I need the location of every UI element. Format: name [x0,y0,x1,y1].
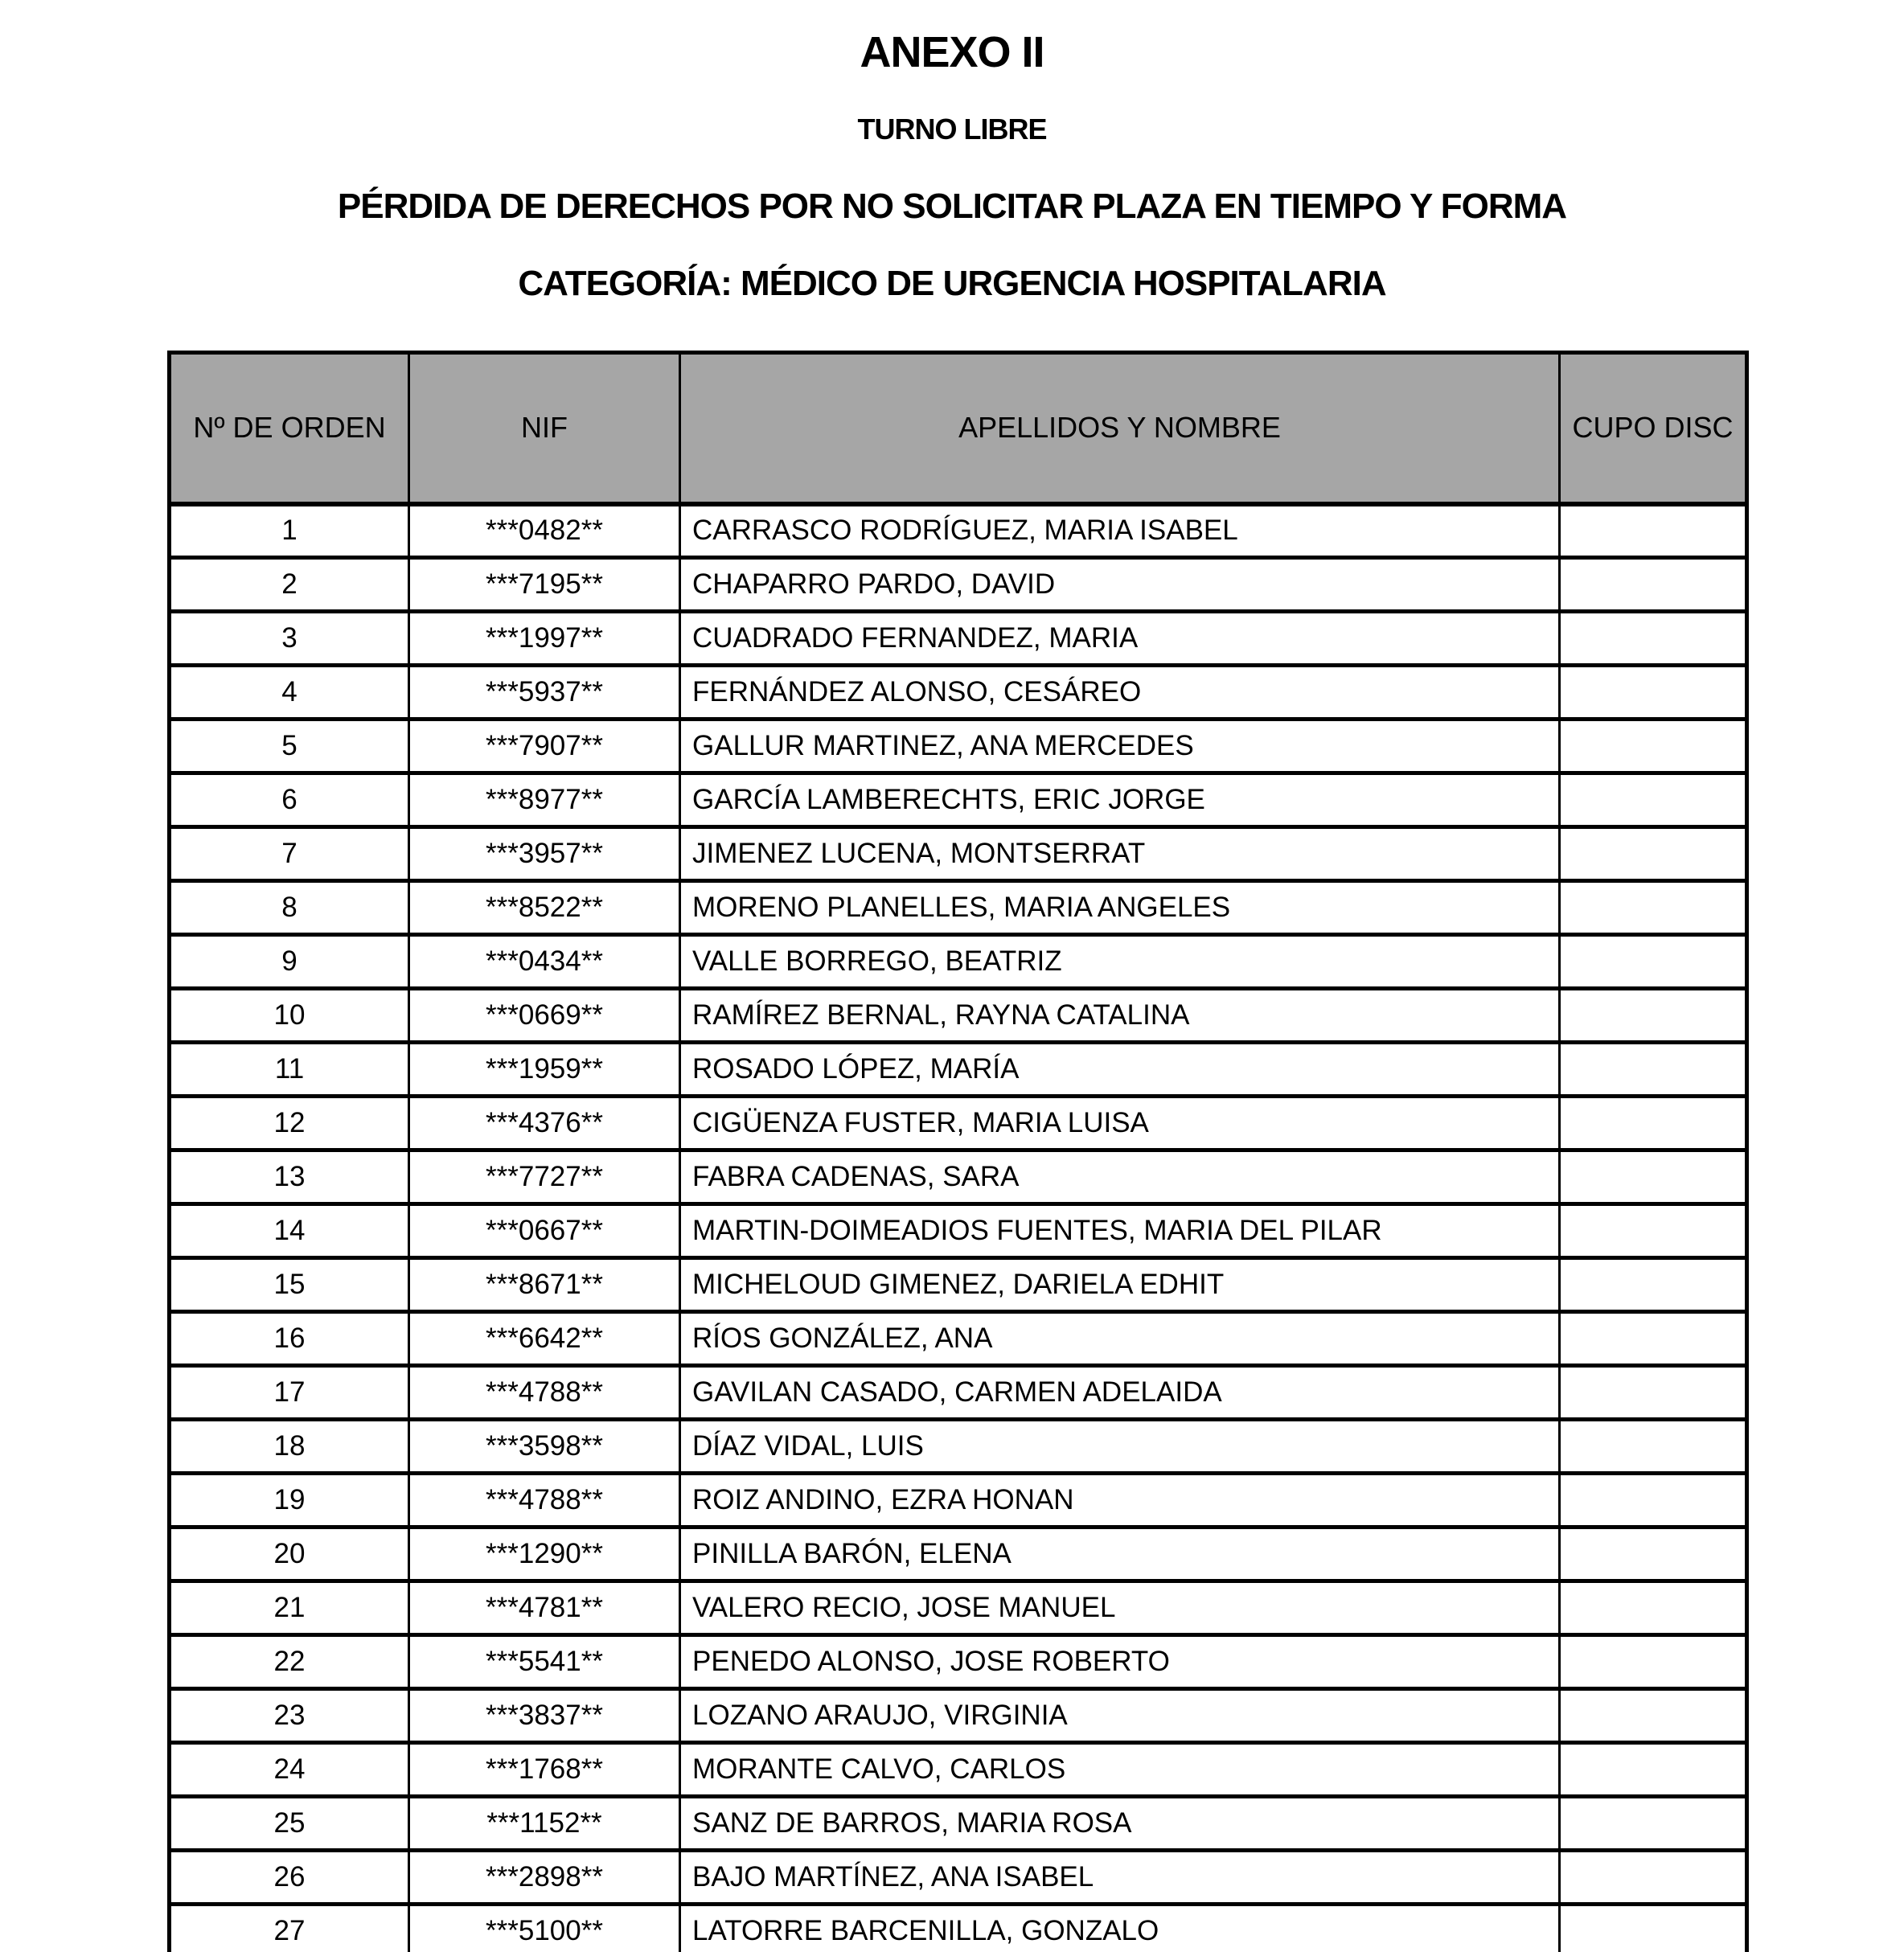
cell-nif: ***1290** [409,1528,680,1581]
cell-cupo [1560,773,1747,827]
cell-nombre: PENEDO ALONSO, JOSE ROBERTO [680,1635,1560,1689]
table-row [170,1689,1747,1743]
cell-nombre: MARTIN-DOIMEADIOS FUENTES, MARIA DEL PILAR [680,1204,1560,1258]
cell-orden: 1 [170,504,409,558]
cell-nombre: FABRA CADENAS, SARA [680,1150,1560,1204]
cell-orden: 22 [170,1635,409,1689]
cell-nombre: VALERO RECIO, JOSE MANUEL [680,1581,1560,1635]
table-row [170,1204,1747,1258]
table-row [170,881,1747,935]
cell-cupo [1560,1204,1747,1258]
cell-orden: 5 [170,720,409,773]
cell-orden: 13 [170,1150,409,1204]
cell-nombre: GAVILAN CASADO, CARMEN ADELAIDA [680,1366,1560,1420]
cell-cupo [1560,1851,1747,1905]
cell-orden: 14 [170,1204,409,1258]
column-header-orden: Nº DE ORDEN [170,353,409,504]
cell-nif: ***8522** [409,881,680,935]
cell-orden: 8 [170,881,409,935]
cell-cupo [1560,1905,1747,1952]
cell-cupo [1560,1258,1747,1312]
cell-nombre: LOZANO ARAUJO, VIRGINIA [680,1689,1560,1743]
cell-nombre: BAJO MARTÍNEZ, ANA ISABEL [680,1851,1560,1905]
document-title: ANEXO II [860,28,1044,76]
cell-orden: 2 [170,558,409,612]
cell-cupo [1560,504,1747,558]
cell-cupo [1560,935,1747,989]
cell-nif: ***7195** [409,558,680,612]
document-titles [0,0,1904,304]
cell-orden: 21 [170,1581,409,1635]
cell-nombre: ROSADO LÓPEZ, MARÍA [680,1043,1560,1097]
cell-cupo [1560,1581,1747,1635]
cell-cupo [1560,1689,1747,1743]
cell-nombre: RÍOS GONZÁLEZ, ANA [680,1312,1560,1366]
cell-nif: ***2898** [409,1851,680,1905]
cell-nombre: CARRASCO RODRÍGUEZ, MARIA ISABEL [680,504,1560,558]
cell-cupo [1560,1797,1747,1851]
cell-nombre: ROIZ ANDINO, EZRA HONAN [680,1474,1560,1528]
cell-orden: 26 [170,1851,409,1905]
table-row [170,1258,1747,1312]
cell-cupo [1560,1635,1747,1689]
cell-orden: 12 [170,1097,409,1150]
cell-orden: 20 [170,1528,409,1581]
cell-nif: ***3837** [409,1689,680,1743]
cell-cupo [1560,1528,1747,1581]
cell-orden: 11 [170,1043,409,1097]
cell-nif: ***7907** [409,720,680,773]
cell-nif: ***4788** [409,1474,680,1528]
table-row [170,1851,1747,1905]
cell-cupo [1560,1312,1747,1366]
cell-orden: 4 [170,666,409,720]
cell-cupo [1560,1097,1747,1150]
cell-nif: ***0669** [409,989,680,1043]
cell-orden: 18 [170,1420,409,1474]
table-row [170,1312,1747,1366]
cell-orden: 27 [170,1905,409,1952]
cell-cupo [1560,1743,1747,1797]
table-row [170,666,1747,720]
document-heading-line: PÉRDIDA DE DERECHOS POR NO SOLICITAR PLAZA EN TIEMPO Y FORMA [337,187,1567,226]
cell-nif: ***1152** [409,1797,680,1851]
cell-nif: ***5541** [409,1635,680,1689]
table-row [170,773,1747,827]
cell-nombre: MICHELOUD GIMENEZ, DARIELA EDHIT [680,1258,1560,1312]
column-header-nif: NIF [409,353,680,504]
cell-nif: ***5937** [409,666,680,720]
cell-cupo [1560,1474,1747,1528]
cell-nif: ***8671** [409,1258,680,1312]
cell-orden: 24 [170,1743,409,1797]
cell-cupo [1560,827,1747,881]
cell-orden: 23 [170,1689,409,1743]
table-row [170,989,1747,1043]
cell-nif: ***4788** [409,1366,680,1420]
table-row [170,935,1747,989]
cell-nombre: PINILLA BARÓN, ELENA [680,1528,1560,1581]
cell-nif: ***4376** [409,1097,680,1150]
table-row [170,558,1747,612]
cell-nombre: SANZ DE BARROS, MARIA ROSA [680,1797,1560,1851]
cell-nif: ***8977** [409,773,680,827]
cell-orden: 19 [170,1474,409,1528]
cell-nif: ***6642** [409,1312,680,1366]
cell-nif: ***4781** [409,1581,680,1635]
column-header-cupo: CUPO DISC [1560,353,1747,504]
cell-nombre: GALLUR MARTINEZ, ANA MERCEDES [680,720,1560,773]
cell-nombre: JIMENEZ LUCENA, MONTSERRAT [680,827,1560,881]
cell-orden: 25 [170,1797,409,1851]
cell-nombre: LATORRE BARCENILLA, GONZALO [680,1905,1560,1952]
table-row [170,612,1747,666]
table-row [170,1743,1747,1797]
cell-cupo [1560,1043,1747,1097]
cell-nif: ***3957** [409,827,680,881]
cell-nombre: CUADRADO FERNANDEZ, MARIA [680,612,1560,666]
table-row [170,504,1747,558]
cell-orden: 3 [170,612,409,666]
cell-nif: ***3598** [409,1420,680,1474]
cell-orden: 17 [170,1366,409,1420]
table-row [170,1474,1747,1528]
cell-nif: ***0434** [409,935,680,989]
cell-nif: ***5100** [409,1905,680,1952]
table-header-row [170,353,1747,504]
cell-nombre: MORENO PLANELLES, MARIA ANGELES [680,881,1560,935]
table-row [170,1366,1747,1420]
cell-cupo [1560,612,1747,666]
document-category-line: CATEGORÍA: MÉDICO DE URGENCIA HOSPITALARIA [518,264,1386,303]
cell-cupo [1560,666,1747,720]
cell-nif: ***0482** [409,504,680,558]
table-row [170,1420,1747,1474]
table-row [170,827,1747,881]
cell-cupo [1560,1420,1747,1474]
table-row [170,1635,1747,1689]
cell-nombre: FERNÁNDEZ ALONSO, CESÁREO [680,666,1560,720]
cell-nombre: GARCÍA LAMBERECHTS, ERIC JORGE [680,773,1560,827]
cell-nif: ***1997** [409,612,680,666]
table-body [170,504,1747,1952]
cell-nombre: CIGÜENZA FUSTER, MARIA LUISA [680,1097,1560,1150]
cell-orden: 9 [170,935,409,989]
cell-orden: 7 [170,827,409,881]
cell-nif: ***0667** [409,1204,680,1258]
table-row [170,1150,1747,1204]
cell-nif: ***1959** [409,1043,680,1097]
table-row [170,1043,1747,1097]
cell-orden: 10 [170,989,409,1043]
cell-nombre: CHAPARRO PARDO, DAVID [680,558,1560,612]
table-row [170,720,1747,773]
table-row [170,1528,1747,1581]
cell-nombre: DÍAZ VIDAL, LUIS [680,1420,1560,1474]
cell-cupo [1560,720,1747,773]
cell-cupo [1560,1366,1747,1420]
cell-cupo [1560,989,1747,1043]
cell-orden: 15 [170,1258,409,1312]
cell-cupo [1560,1150,1747,1204]
cell-nif: ***1768** [409,1743,680,1797]
table-row [170,1097,1747,1150]
cell-nif: ***7727** [409,1150,680,1204]
cell-nombre: MORANTE CALVO, CARLOS [680,1743,1560,1797]
column-header-nombre: APELLIDOS Y NOMBRE [680,353,1560,504]
cell-cupo [1560,558,1747,612]
cell-orden: 16 [170,1312,409,1366]
table-row [170,1905,1747,1952]
table-row [170,1581,1747,1635]
cell-nombre: RAMÍREZ BERNAL, RAYNA CATALINA [680,989,1560,1043]
document-subtitle: TURNO LIBRE [857,113,1047,146]
results-table [167,351,1749,1952]
cell-orden: 6 [170,773,409,827]
cell-nombre: VALLE BORREGO, BEATRIZ [680,935,1560,989]
table-row [170,1797,1747,1851]
cell-cupo [1560,881,1747,935]
